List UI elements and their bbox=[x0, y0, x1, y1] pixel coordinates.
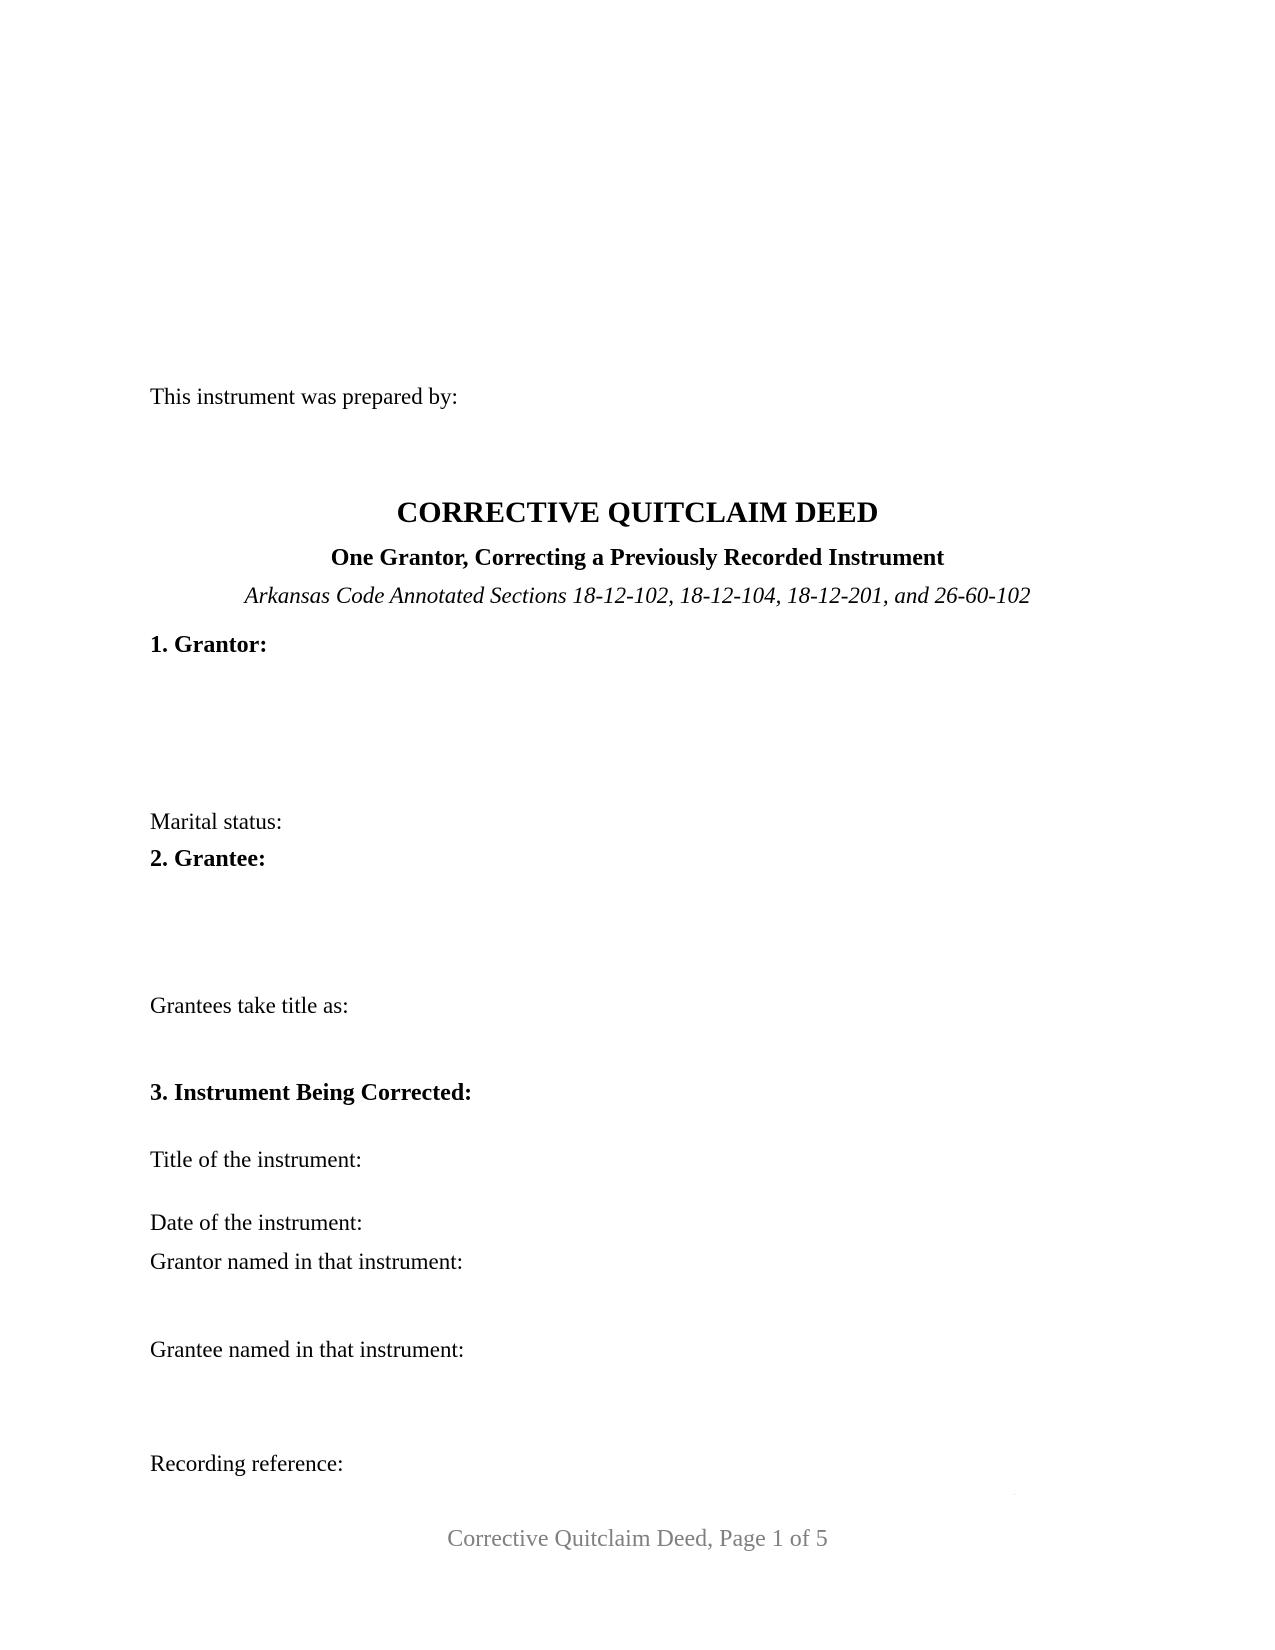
grantor-heading: 1. Grantor: bbox=[150, 632, 268, 658]
page-footer: Corrective Quitclaim Deed, Page 1 of 5 bbox=[447, 1526, 828, 1552]
prepared-by-label: This instrument was prepared by: bbox=[150, 384, 458, 409]
named-grantor-label: Grantor named in that instrument: bbox=[150, 1249, 463, 1274]
take-title-label: Grantees take title as: bbox=[150, 993, 349, 1018]
named-grantee-label: Grantee named in that instrument: bbox=[150, 1337, 465, 1362]
scan-speck bbox=[1014, 1494, 1015, 1495]
instrument-heading: 3. Instrument Being Corrected: bbox=[150, 1080, 473, 1106]
statute-citation: Arkansas Code Annotated Sections 18-12-102, 18-12-104, 18-12-201, and 26-60-102 bbox=[244, 583, 1031, 608]
instrument-date-label: Date of the instrument: bbox=[150, 1210, 363, 1235]
marital-status-label: Marital status: bbox=[150, 809, 283, 834]
grantee-heading: 2. Grantee: bbox=[150, 846, 266, 872]
recording-reference-label: Recording reference: bbox=[150, 1451, 344, 1476]
document-title: CORRECTIVE QUITCLAIM DEED bbox=[396, 496, 879, 529]
instrument-title-label: Title of the instrument: bbox=[150, 1147, 362, 1172]
document-subtitle: One Grantor, Correcting a Previously Recorded Instrument bbox=[330, 545, 945, 571]
